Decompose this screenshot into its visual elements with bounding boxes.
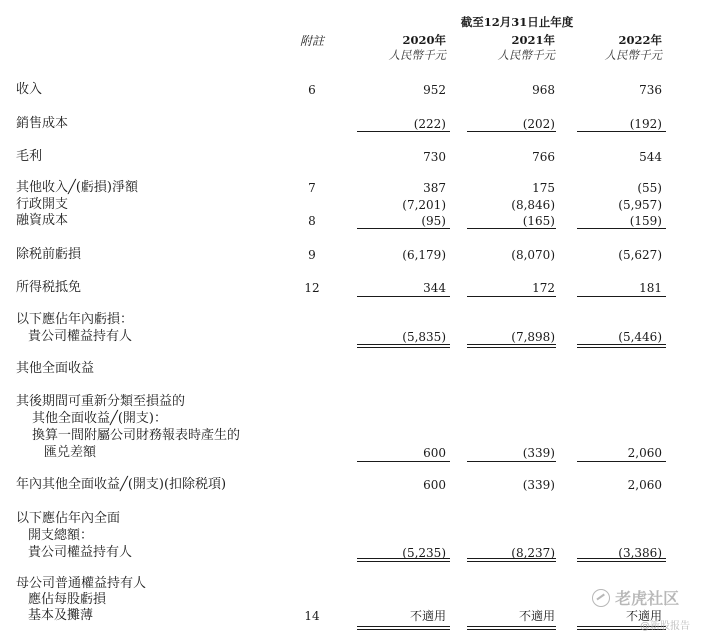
row-value-2022: 181 [639, 281, 662, 295]
row-label: 其他全面收益╱(開支)： [32, 411, 167, 426]
row-note: 8 [308, 214, 316, 228]
rule-exchange [577, 461, 666, 462]
double-rule-loss [467, 344, 556, 348]
row-value-2020: (6,179) [402, 248, 446, 262]
row-value-2020: (5,235) [402, 546, 446, 560]
row-note: 14 [304, 609, 320, 623]
row-value-2020: 不適用 [409, 609, 446, 623]
row-label: 毛利 [16, 149, 43, 164]
row-value-2021: (8,070) [511, 248, 555, 262]
year-2021-header: 2021年 [511, 33, 555, 47]
row-value-2021: 175 [532, 181, 555, 195]
row-note: 6 [308, 83, 316, 97]
row-value-2021: (165) [522, 214, 555, 228]
row-note: 7 [308, 181, 316, 195]
row-note: 9 [308, 248, 316, 262]
row-value-2020: (5,835) [402, 330, 446, 344]
rule-finance [467, 228, 556, 229]
row-value-2022: 2,060 [627, 478, 662, 492]
row-value-2022: (5,957) [618, 198, 662, 212]
row-value-2022: (3,386) [618, 546, 662, 560]
row-value-2021: (7,898) [511, 330, 555, 344]
row-label: 其他收入╱(虧損)淨額 [16, 180, 138, 195]
watermark [592, 586, 679, 609]
unit-2022: 人民幣千元 [604, 48, 662, 62]
row-label: 年內其他全面收益╱(開支)(扣除税項) [16, 477, 227, 492]
row-label: 貴公司權益持有人 [28, 329, 133, 344]
row-value-2020: 730 [423, 150, 446, 164]
row-label: 以下應佔年內虧損： [16, 312, 134, 327]
rule-exchange [467, 461, 556, 462]
double-rule-loss [577, 344, 666, 348]
row-label: 收入 [16, 82, 43, 97]
rule-finance [577, 228, 666, 229]
unit-2021: 人民幣千元 [497, 48, 555, 62]
row-value-2021: (339) [522, 446, 555, 460]
double-rule-eps [467, 626, 556, 630]
row-label: 融資成本 [16, 213, 69, 228]
row-label: 開支總額： [28, 528, 94, 543]
tiger-logo-icon [592, 589, 610, 607]
row-value-2022: 544 [639, 150, 662, 164]
double-rule-eps [357, 626, 450, 630]
row-value-2021: 766 [532, 150, 555, 164]
unit-2020: 人民幣千元 [388, 48, 446, 62]
row-value-2022: 2,060 [627, 446, 662, 460]
row-note: 12 [304, 281, 320, 295]
row-label: 基本及攤薄 [28, 608, 94, 623]
row-value-2020: (95) [421, 214, 446, 228]
period-header: 截至12月31日止年度 [460, 15, 574, 29]
row-value-2021: 968 [532, 83, 555, 97]
rule-tax [357, 296, 450, 297]
row-value-2022: (5,446) [618, 330, 662, 344]
row-value-2021: (8,237) [511, 546, 555, 560]
row-value-2020: 600 [423, 446, 446, 460]
row-value-2021: 172 [532, 281, 555, 295]
row-label: 母公司普通權益持有人 [16, 576, 147, 591]
row-value-2022: (55) [637, 181, 662, 195]
row-value-2022: 不適用 [625, 609, 662, 623]
row-label: 銷售成本 [16, 116, 69, 131]
row-label: 行政開支 [16, 197, 69, 212]
row-value-2022: (5,627) [618, 248, 662, 262]
row-value-2021: (339) [522, 478, 555, 492]
row-label: 應佔每股虧損 [28, 592, 107, 607]
row-label: 匯兑差額 [44, 445, 97, 460]
row-label: 換算一間附屬公司財務報表時產生的 [32, 428, 241, 443]
note-column-header: 附註 [299, 34, 324, 48]
rule-cost [357, 131, 450, 132]
row-value-2020: (7,201) [402, 198, 446, 212]
row-label: 除税前虧損 [16, 247, 82, 262]
watermark-sub: @新股报告 [640, 621, 690, 632]
row-value-2020: (222) [413, 117, 446, 131]
row-value-2022: 736 [639, 83, 662, 97]
row-value-2020: 600 [423, 478, 446, 492]
row-value-2020: 344 [423, 281, 446, 295]
row-label: 以下應佔年內全面 [16, 511, 121, 526]
row-label: 其後期間可重新分類至損益的 [16, 394, 186, 409]
row-value-2021: (202) [522, 117, 555, 131]
rule-cost [467, 131, 556, 132]
row-value-2022: (192) [629, 117, 662, 131]
double-rule-total [577, 558, 666, 562]
rule-exchange [357, 461, 450, 462]
double-rule-total [357, 558, 450, 562]
rule-tax [577, 296, 666, 297]
watermark-brand: 老虎社区 [615, 589, 680, 608]
row-label: 其他全面收益 [16, 361, 95, 376]
double-rule-total [467, 558, 556, 562]
row-value-2021: (8,846) [511, 198, 555, 212]
row-value-2020: 387 [423, 181, 446, 195]
row-label: 所得税抵免 [16, 280, 82, 295]
row-value-2021: 不適用 [518, 609, 555, 623]
row-value-2022: (159) [629, 214, 662, 228]
row-label: 貴公司權益持有人 [28, 545, 133, 560]
year-2020-header: 2020年 [402, 33, 446, 47]
row-value-2020: 952 [423, 83, 446, 97]
rule-finance [357, 228, 450, 229]
year-2022-header: 2022年 [618, 33, 662, 47]
rule-cost [577, 131, 666, 132]
rule-tax [467, 296, 556, 297]
double-rule-loss [357, 344, 450, 348]
